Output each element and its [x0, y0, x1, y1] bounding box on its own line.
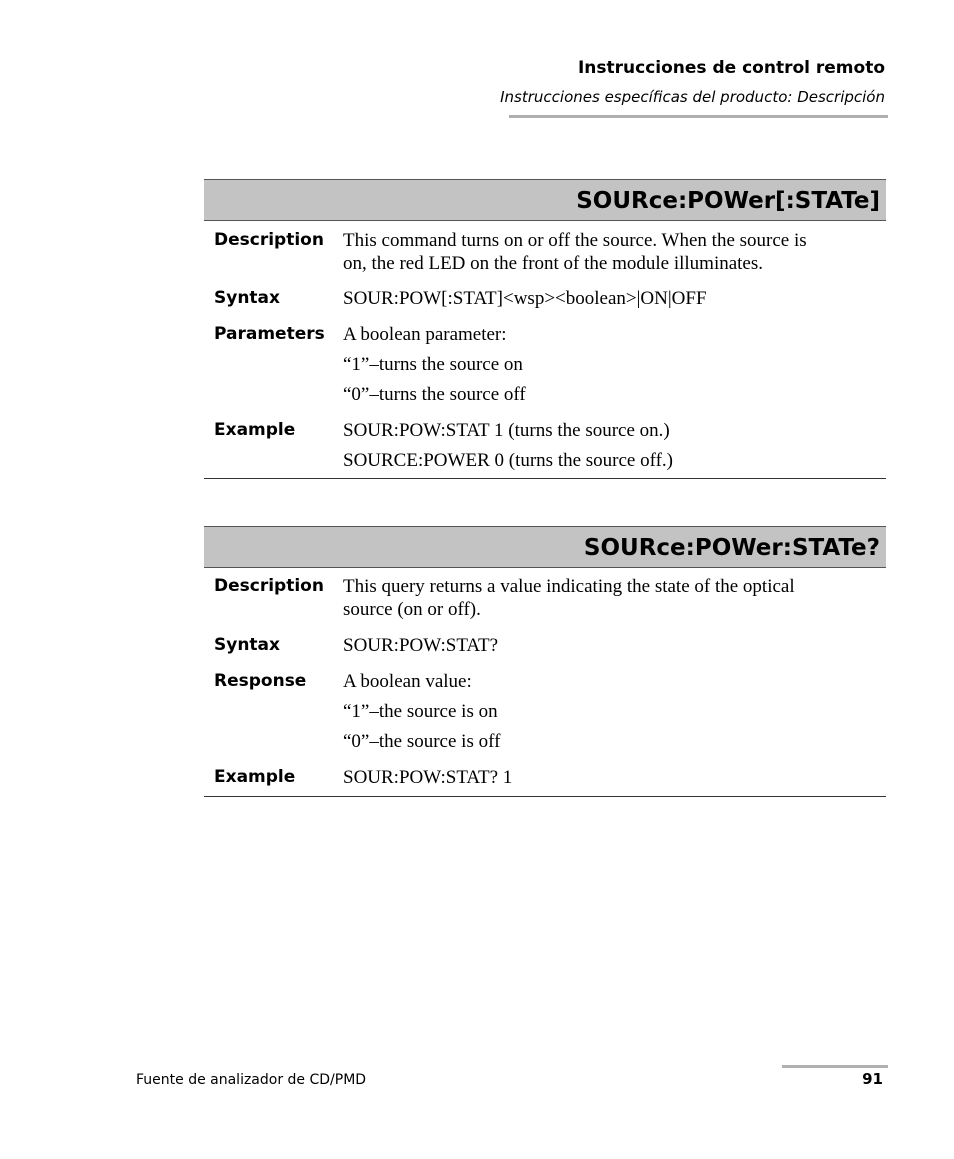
parameters-row: [204, 323, 886, 406]
example-label: Example: [214, 767, 296, 787]
response-text: A boolean value: “1”–the source is on “0”–the source is off: [343, 671, 501, 752]
page-header-title: Instrucciones de control remoto: [577, 58, 885, 78]
footer-title: Fuente de analizador de CD/PMD: [136, 1072, 367, 1088]
page-header-subtitle: Instrucciones específicas del producto: Descripción: [500, 88, 885, 106]
example-text: SOUR:POW:STAT 1 (turns the source on.) SOURCE:POWER 0 (turns the source off.): [343, 420, 674, 471]
syntax-label: Syntax: [214, 635, 280, 655]
response-label: Response: [214, 671, 307, 691]
command-title: SOURce:POWer:STATe?: [204, 526, 886, 568]
description-row: [204, 575, 886, 621]
syntax-text: SOUR:POW[:STAT]<wsp><boolean>|ON|OFF: [343, 288, 707, 309]
example-row: [204, 419, 886, 472]
example-label: Example: [214, 420, 296, 440]
example-text: SOUR:POW:STAT? 1: [343, 767, 513, 788]
syntax-label: Syntax: [214, 288, 280, 308]
command-end-rule: [204, 478, 886, 479]
parameters-text: A boolean parameter: “1”–turns the source on “0”–turns the source off: [343, 324, 526, 405]
command-block-source-power-state-query: [204, 526, 886, 797]
syntax-row: [204, 287, 886, 310]
command-block-source-power-state: [204, 179, 886, 479]
syntax-text: SOUR:POW:STAT?: [343, 635, 499, 656]
description-row: [204, 229, 886, 275]
command-end-rule: [204, 796, 886, 797]
footer-rule: [782, 1065, 888, 1068]
description-text: This query returns a value indicating the state of the optical source (on or off).: [343, 576, 795, 620]
parameters-label: Parameters: [214, 324, 325, 344]
command-title: SOURce:POWer[:STATe]: [204, 179, 886, 221]
page-number: 91: [862, 1070, 883, 1088]
description-label: Description: [214, 230, 324, 250]
syntax-row: [204, 634, 886, 657]
description-label: Description: [214, 576, 324, 596]
header-rule: [509, 115, 888, 118]
example-row: [204, 766, 886, 789]
response-row: [204, 670, 886, 753]
description-text: This command turns on or off the source. When the source is on, the red LED on the front of the module illuminates.: [343, 230, 807, 274]
